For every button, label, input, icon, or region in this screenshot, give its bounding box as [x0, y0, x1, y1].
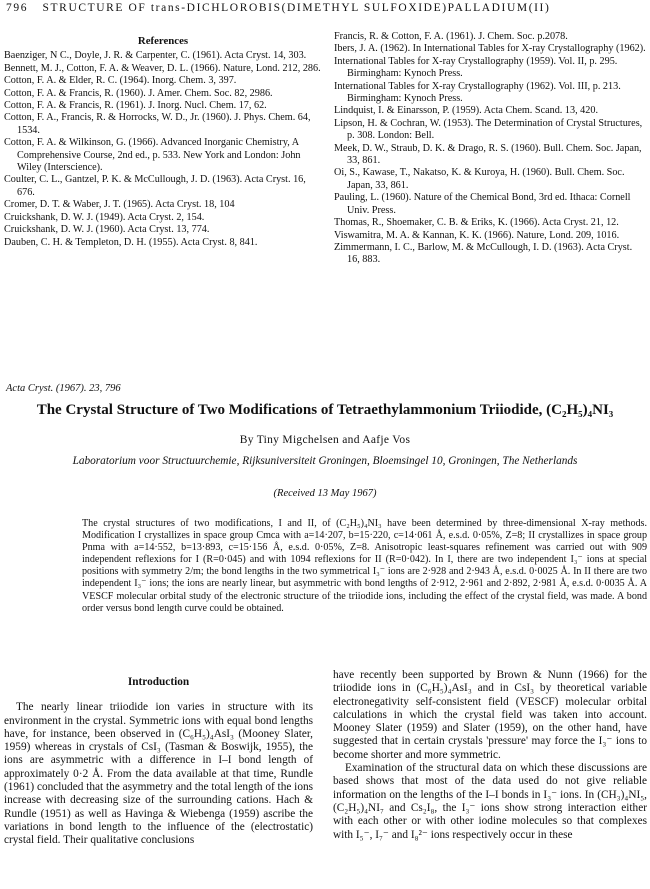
reference-item: Francis, R. & Cotton, F. A. (1961). J. Chem. Soc. p.2078. [334, 31, 568, 42]
reference-item: Zimmermann, I. C., Barlow, M. & McCullough, I. D. (1963). Acta Cryst. 16, 883. [334, 241, 633, 266]
article-authors: By Tiny Migchelsen and Aafje Vos [239, 434, 411, 446]
reference-item: Lindquist, I. & Einarsson, P. (1959). Acta Chem. Scand. 13, 420. [334, 105, 599, 117]
reference-item: Lipson, H. & Cochran, W. (1953). The Determination of Crystal Structures, p. 308. London: Bell. [334, 117, 643, 142]
reference-item: Cotton, F. A. & Wilkinson, G. (1966). Advanced Inorganic Chemistry, A Comprehensive Course, 2nd ed., p. 533. New York and London: John Wiley (Interscience). [4, 137, 301, 174]
reference-item: International Tables for X-ray Crystallography (1959). Vol. II, p. 295. Birmingham: Kynoch Press. [334, 55, 618, 80]
section-heading: Introduction [127, 676, 190, 688]
reference-item: Ibers, J. A. (1962). In International Tables for X-ray Crystallography (1962). [334, 43, 646, 55]
body-left-column [4, 676, 313, 848]
reference-item: Cotton, F. A., Francis, R. & Horrocks, W. D., Jr. (1960). J. Phys. Chem. 64, 1534. [4, 112, 311, 136]
reference-item: Viswamitra, M. A. & Kannan, K. K. (1966). Nature, Lond. 209, 1016. [334, 229, 620, 241]
references-heading: References [137, 35, 189, 47]
body-paragraph: have recently been supported by Brown & Nunn (1966) for the triiodide ions in (C₆H₅)₄AsI₃ and in CsI₃ by theoretical variable electronegativity self-consistent field (VESCF) molecular orbital calculations in which the crystal field was taken into account. Mooney Slater (1959) and Slater (1959), on the other hand, have suggested that in certain crystals 'pressure' may force the I₃⁻ ions to become shorter and more symmetric. [333, 669, 647, 761]
body-paragraph: Examination of the structural data on which these discussions are based shows that most of the data used do not give reliable information on the lengths of the I–I bonds in I₃⁻ ions. In (CH₃)₄NI₅, (C₂H₅)₄NI₇ and Cs₂I₈, the I₃⁻ ions show strong interaction either with each other or with other iodine molecules so that complexes with I₅⁻, I₇⁻ and I₈²⁻ ions respectively occur in these [333, 762, 647, 841]
article-title: The Crystal Structure of Two Modifications of Tetraethylammonium Triiodide, (C₂H₅)₄NI₃ [36, 402, 614, 418]
page-number: 796 [6, 2, 29, 14]
running-header-title: STRUCTURE OF trans-DICHLOROBIS(DIMETHYL SULFOXIDE)PALLADIUM(II) [42, 2, 551, 14]
reference-item: Coulter, C. L., Gantzel, P. K. & McCullough, J. D. (1963). Acta Cryst. 16, 676. [4, 174, 306, 198]
body-right-column [333, 669, 647, 842]
body-paragraph: The nearly linear triiodide ion varies in structure with its environment in the crystal. Symmetric ions with equal bond lengths have, for instance, been observed in (C₆H₅)₄AsI₃ (Mooney Slater, 1959) whereas in crystals of CsI₃ (Tasman & Boswijk, 1955), the ions are asymmetric with a difference in I–I bond length of approximately 0·2 Å. From the data available at that time, Rundle (1961) concluded that the asymmetry and the total length of the ions increase with decreasing size of the surrounding cations. Hach & Rundle (1951) as well as Havinga & Wiebenga (1959) ascribe the variations in bond length to the influence of the (electrostatic) crystal field. Their qualitative conclusions [4, 701, 314, 847]
reference-item: Baenziger, N C., Doyle, J. R. & Carpenter, C. (1961). Acta Cryst. 14, 303. [4, 50, 307, 62]
journal-reference: Acta Cryst. (1967). 23, 796 [6, 383, 121, 394]
reference-item: International Tables for X-ray Crystallography (1962). Vol. III, p. 213. Birmingham: Kynoch Press. [334, 80, 621, 105]
reference-item: Thomas, R., Shoemaker, C. B. & Eriks, K. (1966). Acta Cryst. 21, 12. [334, 217, 619, 229]
reference-item: Meek, D. W., Straub, D. K. & Drago, R. S. (1960). Bull. Chem. Soc. Japan, 33, 861. [334, 142, 642, 167]
reference-item: Oi, S., Kawase, T., Nakatso, K. & Kuroya, H. (1960). Bull. Chem. Soc. Japan, 33, 861. [334, 167, 625, 191]
reference-item: Cotton, F. A. & Elder, R. C. (1964). Inorg. Chem. 3, 397. [4, 75, 237, 87]
reference-item: Cotton, F. A. & Francis, R. (1961). J. Inorg. Nucl. Chem. 17, 62. [4, 100, 267, 112]
reference-item: Bennett, M. J., Cotton, F. A. & Weaver, D. L. (1966). Nature, Lond. 212, 286. [4, 62, 321, 74]
reference-item: Cruickshank, D. W. J. (1949). Acta Cryst. 2, 154. [4, 211, 205, 223]
references-right-column [334, 31, 646, 267]
abstract: The crystal structures of two modifications, I and II, of (C₂H₅)₄NI₃ have been determined by three-dimensional X-ray methods. Modification I crystallizes in space group Cmca with a=14·207, b=15·220, c=14·061 Å, e.s.d. 0·05%, Z=8; II crystallizes in space group Pnma with a=14·552, b=13·893, c=15·156 Å, e.s.d. 0·05%, Z=8. Anisotropic least-squares refinement was carried out with 909 independent reflexions for I (R=0·045) and with 1094 reflexions for II (R=0·042). In I, there are two independent I₃⁻ ions at special positions with symmetry 2/m; the bond lengths in the two symmetrical I₃⁻ ions are 2·928 and 2·943 Å, e.s.d. 0·0025 Å. In II there are two independent I₃⁻ ions; the ions are nearly linear, but asymmetric with bond lengths of 2·912, 2·961 and 2·892, 2·981 Å, e.s.d. 0·0035 Å. A VESCF molecular orbital study of the electronic structure of the triiodide ions, including the effect of the crystal field, was made. A bond order versus bond length curve could be obtained. [82, 518, 647, 614]
reference-item: Cotton, F. A. & Francis, R. (1960). J. Amer. Chem. Soc. 82, 2986. [4, 87, 273, 99]
reference-item: Pauling, L. (1960). Nature of the Chemical Bond, 3rd ed. Ithaca: Cornell Univ. Press. [334, 192, 631, 216]
references-left-column [4, 35, 322, 249]
reference-item: Cromer, D. T. & Waber, J. T. (1965). Acta Cryst. 18, 104 [4, 199, 235, 211]
reference-item: Cruickshank, D. W. J. (1960). Acta Cryst. 13, 774. [4, 224, 210, 236]
received-date: (Received 13 May 1967) [273, 488, 377, 499]
article-affiliation: Laboratorium voor Structuurchemie, Rijksuniversiteit Groningen, Bloemsingel 10, Groningen, The Netherlands [72, 455, 578, 467]
reference-item: Dauben, C. H. & Templeton, D. H. (1955). Acta Cryst. 8, 841. [4, 236, 258, 248]
running-header [6, 2, 550, 14]
